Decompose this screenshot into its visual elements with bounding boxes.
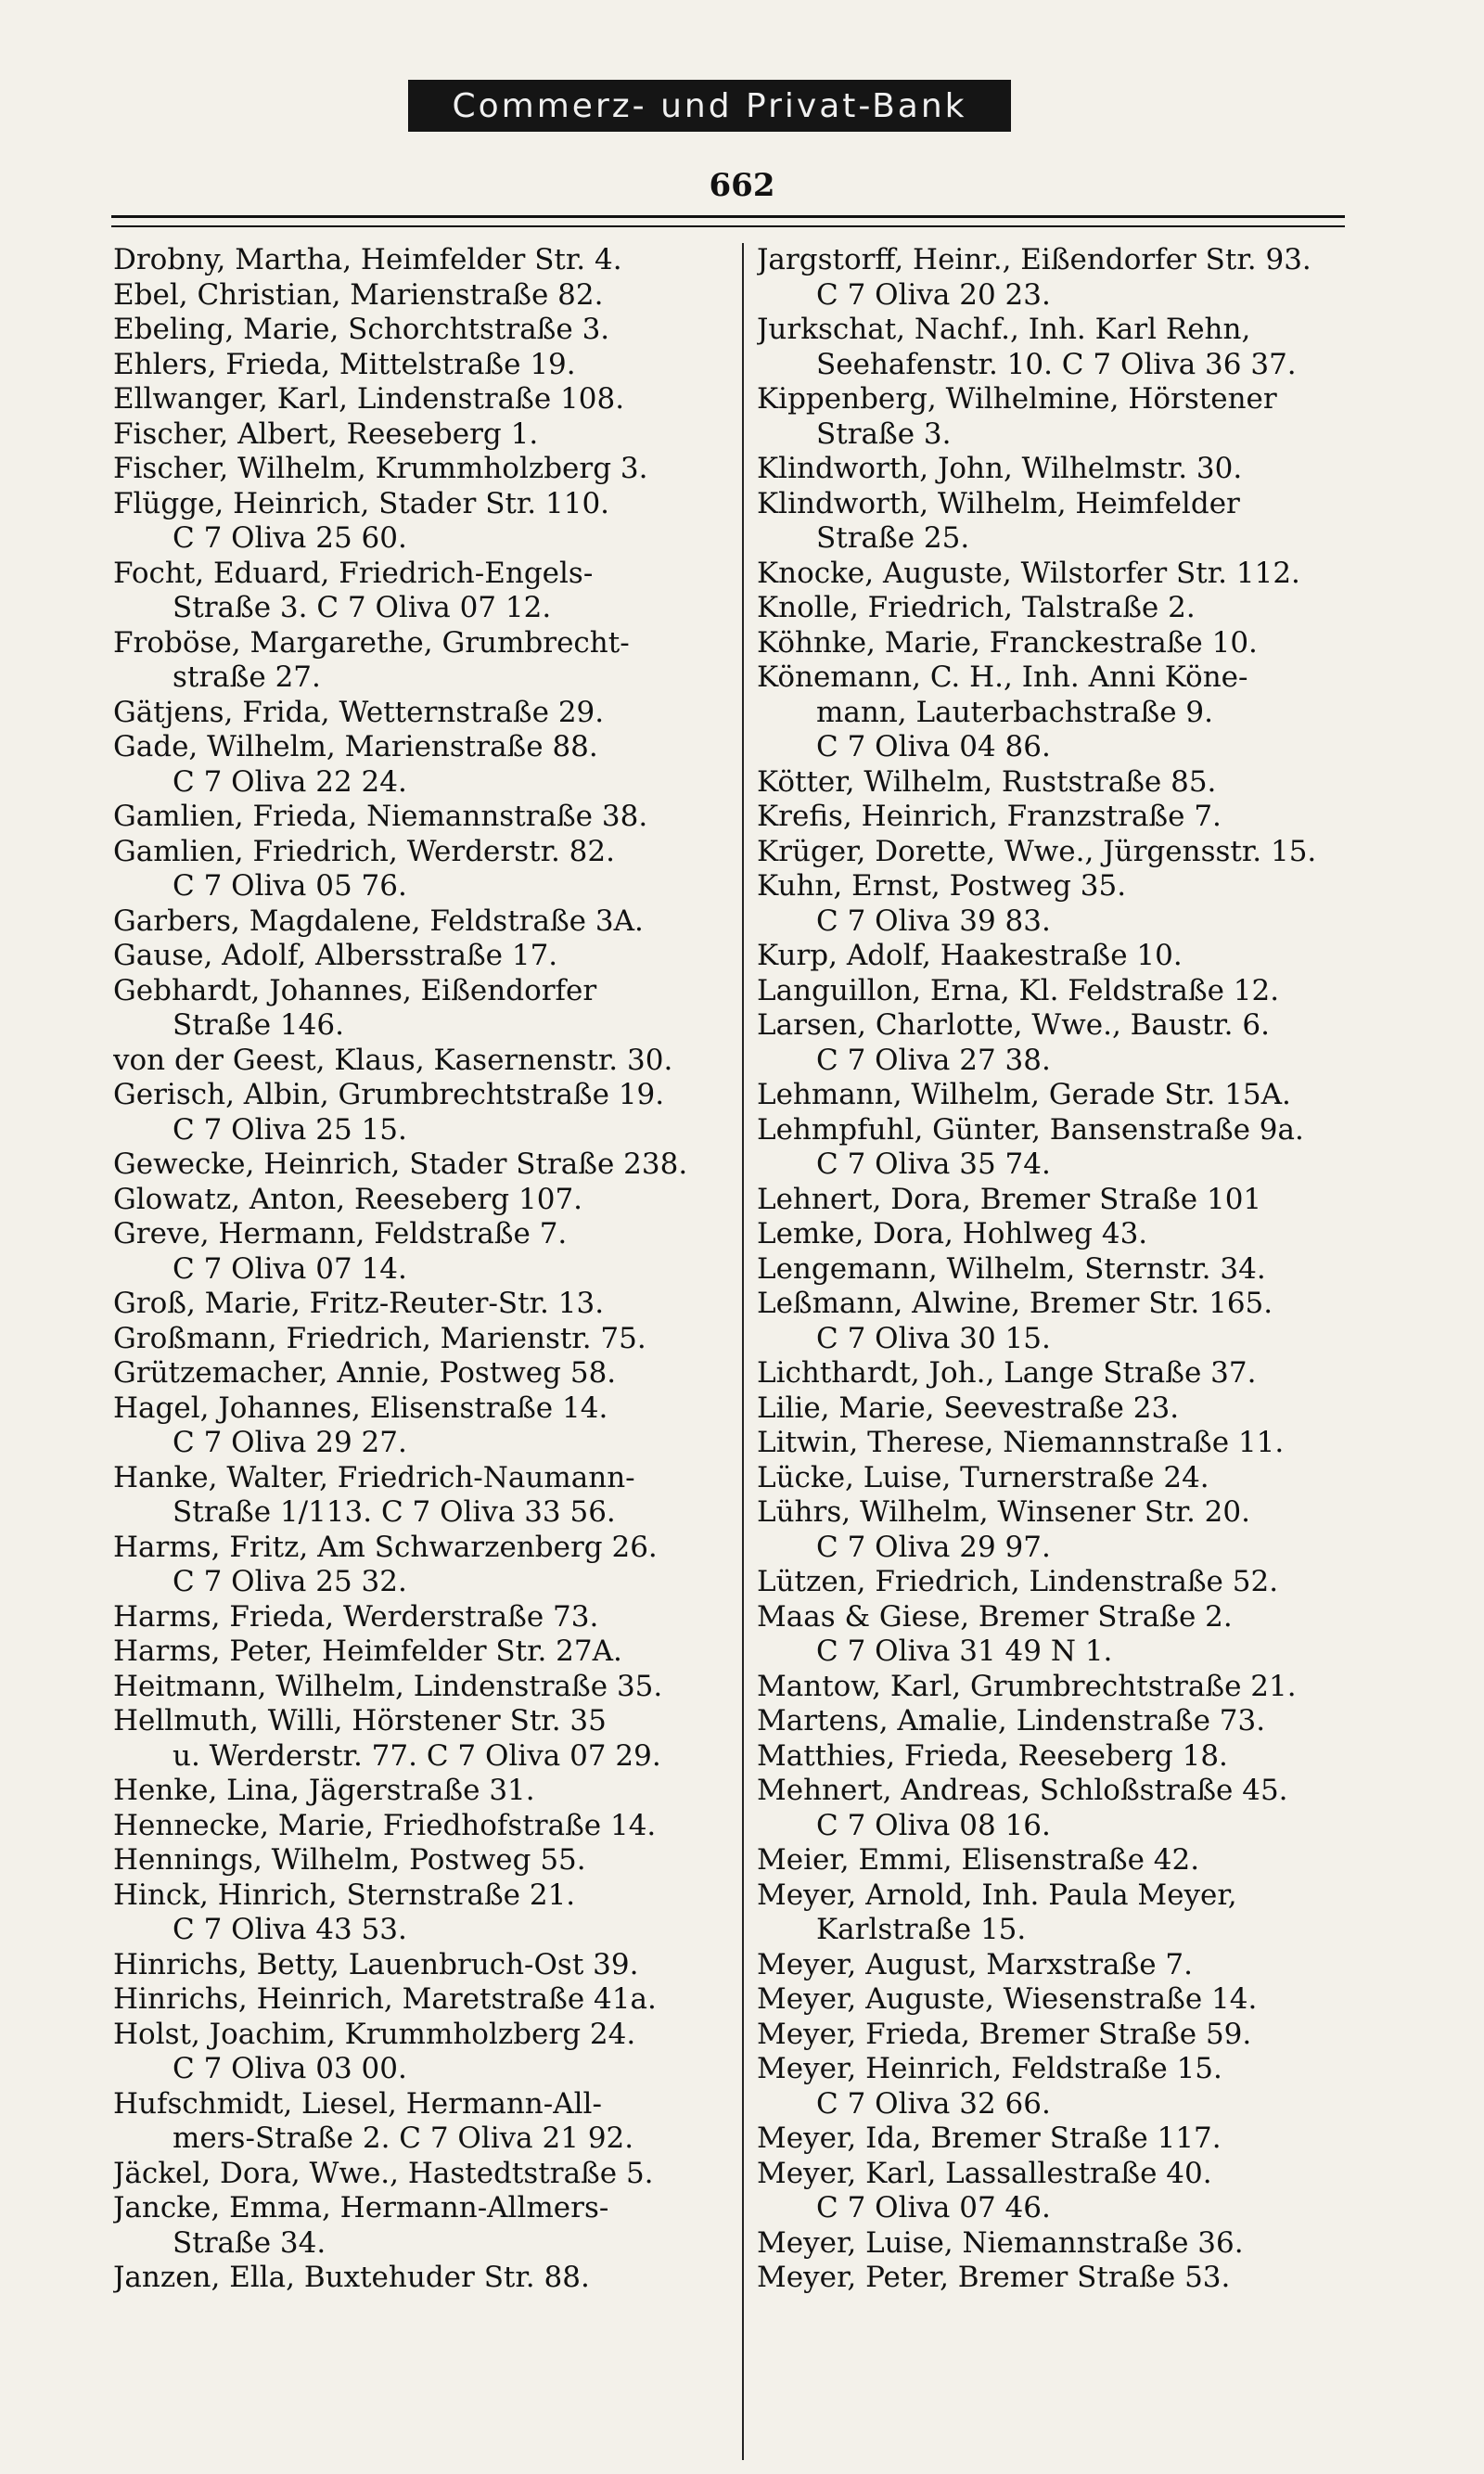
directory-entry: Hanke, Walter, Friedrich-Naumann- — [113, 1460, 635, 1494]
directory-entry: Lilie, Marie, Seevestraße 23. — [757, 1391, 1180, 1425]
directory-entry: Kurp, Adolf, Haakestraße 10. — [757, 939, 1183, 972]
phone-line: C 7 Oliva 35 74. — [816, 1147, 1051, 1181]
page-number: 662 — [709, 167, 775, 204]
directory-entry: Meier, Emmi, Elisenstraße 42. — [757, 1843, 1200, 1877]
directory-entry: Henke, Lina, Jägerstraße 31. — [113, 1774, 535, 1807]
directory-entry: Lengemann, Wilhelm, Sternstr. 34. — [757, 1251, 1266, 1286]
directory-entry: Gamlien, Frieda, Niemannstraße 38. — [113, 800, 648, 833]
directory-entry: Ehlers, Frieda, Mittelstraße 19. — [113, 347, 576, 381]
phone-line: C 7 Oliva 27 38. — [816, 1043, 1051, 1077]
phone-line: C 7 Oliva 04 86. — [816, 730, 1051, 763]
directory-entry: Lichthardt, Joh., Lange Straße 37. — [757, 1356, 1257, 1390]
directory-entry: Matthies, Frieda, Reeseberg 18. — [757, 1738, 1228, 1773]
directory-entry: Krüger, Dorette, Wwe., Jürgensstr. 15. — [757, 834, 1317, 868]
directory-entry: Meyer, Arnold, Inh. Paula Meyer, — [757, 1878, 1237, 1912]
directory-entry: Klindworth, Wilhelm, Heimfelder — [757, 486, 1240, 520]
phone-line: C 7 Oliva 25 32. — [173, 1565, 407, 1598]
directory-entry: Janzen, Ella, Buxtehuder Str. 88. — [113, 2261, 590, 2294]
directory-entry: von der Geest, Klaus, Kasernenstr. 30. — [113, 1043, 673, 1077]
directory-entry: Mehnert, Andreas, Schloßstraße 45. — [757, 1774, 1288, 1807]
header-rule-bottom — [111, 225, 1345, 227]
directory-entry: Jäckel, Dora, Wwe., Hastedtstraße 5. — [113, 2156, 654, 2190]
entry-continuation: Straße 3. C 7 Oliva 07 12. — [173, 591, 552, 624]
directory-entry: Glowatz, Anton, Reeseberg 107. — [113, 1182, 583, 1216]
directory-entry: Köhnke, Marie, Franckestraße 10. — [757, 625, 1258, 660]
entry-continuation: Straße 1/113. C 7 Oliva 33 56. — [173, 1495, 616, 1529]
phone-line: C 7 Oliva 25 15. — [173, 1112, 407, 1147]
entry-continuation: Straße 34. — [173, 2225, 326, 2260]
directory-entry: Meyer, August, Marxstraße 7. — [757, 1947, 1193, 1981]
directory-entry: Meyer, Peter, Bremer Straße 53. — [757, 2261, 1231, 2294]
bank-title-banner — [408, 80, 1011, 132]
entry-continuation: Straße 146. — [173, 1008, 344, 1042]
directory-entry: Meyer, Auguste, Wiesenstraße 14. — [757, 1982, 1258, 2016]
directory-entry: Hagel, Johannes, Elisenstraße 14. — [113, 1391, 608, 1425]
directory-entry: Krefis, Heinrich, Franzstraße 7. — [757, 800, 1222, 833]
directory-entry: Ebel, Christian, Marienstraße 82. — [113, 277, 604, 312]
entry-continuation: Karlstraße 15. — [816, 1913, 1027, 1946]
directory-entry: Gebhardt, Johannes, Eißendorfer — [113, 973, 597, 1007]
directory-entry: Hellmuth, Willi, Hörstener Str. 35 — [113, 1704, 607, 1737]
directory-entry: Lehmpfuhl, Günter, Bansenstraße 9a. — [757, 1112, 1304, 1147]
phone-line: C 7 Oliva 20 23. — [816, 277, 1051, 312]
directory-entry: Knocke, Auguste, Wilstorfer Str. 112. — [757, 556, 1300, 590]
header-rule-top — [111, 215, 1345, 218]
phone-line: C 7 Oliva 22 24. — [173, 764, 407, 799]
directory-entry: Mantow, Karl, Grumbrechtstraße 21. — [757, 1669, 1297, 1703]
directory-entry: Ellwanger, Karl, Lindenstraße 108. — [113, 382, 625, 416]
directory-entry: Harms, Fritz, Am Schwarzenberg 26. — [113, 1530, 658, 1564]
directory-entry: Harms, Frieda, Werderstraße 73. — [113, 1599, 599, 1634]
directory-entry: Meyer, Karl, Lassallestraße 40. — [757, 2156, 1212, 2190]
left-column — [113, 243, 753, 2296]
phone-line: C 7 Oliva 25 60. — [173, 521, 407, 555]
directory-entry: Grützemacher, Annie, Postweg 58. — [113, 1356, 617, 1390]
directory-entry: Leßmann, Alwine, Bremer Str. 165. — [757, 1287, 1273, 1320]
directory-entry: Jargstorff, Heinr., Eißendorfer Str. 93. — [757, 243, 1311, 276]
entry-continuation: Seehafenstr. 10. C 7 Oliva 36 37. — [816, 347, 1297, 381]
directory-entry: Languillon, Erna, Kl. Feldstraße 12. — [757, 973, 1280, 1007]
directory-entry: Meyer, Luise, Niemannstraße 36. — [757, 2225, 1244, 2260]
phone-line: C 7 Oliva 05 76. — [173, 869, 407, 903]
directory-entry: Garbers, Magdalene, Feldstraße 3A. — [113, 904, 644, 938]
directory-entry: Kuhn, Ernst, Postweg 35. — [757, 869, 1127, 903]
directory-entry: Hufschmidt, Liesel, Hermann-All- — [113, 2086, 602, 2121]
directory-entry: Maas & Giese, Bremer Straße 2. — [757, 1599, 1233, 1634]
directory-entry: Fischer, Wilhelm, Krummholzberg 3. — [113, 452, 648, 485]
directory-entry: Greve, Hermann, Feldstraße 7. — [113, 1217, 568, 1250]
phone-line: C 7 Oliva 43 53. — [173, 1913, 407, 1946]
phone-line: C 7 Oliva 31 49 N 1. — [816, 1634, 1113, 1668]
directory-entry: Könemann, C. H., Inh. Anni Köne- — [757, 660, 1248, 694]
entry-continuation: straße 27. — [173, 660, 321, 694]
directory-entry: Hinrichs, Betty, Lauenbruch-Ost 39. — [113, 1947, 639, 1981]
directory-entry: Flügge, Heinrich, Stader Str. 110. — [113, 486, 610, 520]
directory-entry: Knolle, Friedrich, Talstraße 2. — [757, 591, 1196, 624]
phone-line: C 7 Oliva 08 16. — [816, 1808, 1051, 1842]
directory-entry: Kippenberg, Wilhelmine, Hörstener — [757, 382, 1277, 416]
directory-entry: Froböse, Margarethe, Grumbrecht- — [113, 625, 630, 660]
phone-line: C 7 Oliva 03 00. — [173, 2052, 407, 2085]
phone-line: C 7 Oliva 39 83. — [816, 904, 1051, 938]
directory-entry: Klindworth, John, Wilhelmstr. 30. — [757, 452, 1243, 485]
directory-entry: Gätjens, Frida, Wetternstraße 29. — [113, 695, 605, 729]
directory-entry: Lützen, Friedrich, Lindenstraße 52. — [757, 1565, 1279, 1598]
entry-continuation: mers-Straße 2. C 7 Oliva 21 92. — [173, 2121, 634, 2155]
entry-continuation: Straße 3. — [816, 417, 952, 451]
directory-entry: Hinrichs, Heinrich, Maretstraße 41a. — [113, 1982, 657, 2016]
directory-entry: Lührs, Wilhelm, Winsener Str. 20. — [757, 1495, 1250, 1529]
directory-entry: Gamlien, Friedrich, Werderstr. 82. — [113, 834, 615, 868]
directory-entry: Larsen, Charlotte, Wwe., Baustr. 6. — [757, 1008, 1270, 1042]
directory-entry: Ebeling, Marie, Schorchtstraße 3. — [113, 313, 610, 346]
directory-entry: Gewecke, Heinrich, Stader Straße 238. — [113, 1147, 688, 1181]
entry-continuation: mann, Lauterbachstraße 9. — [816, 695, 1213, 729]
directory-entry: Jurkschat, Nachf., Inh. Karl Rehn, — [757, 313, 1251, 346]
directory-entry: Lehmann, Wilhelm, Gerade Str. 15A. — [757, 1078, 1291, 1111]
entry-continuation: Straße 25. — [816, 521, 970, 555]
directory-entry: Martens, Amalie, Lindenstraße 73. — [757, 1704, 1266, 1737]
directory-entry: Lehnert, Dora, Bremer Straße 101 — [757, 1182, 1262, 1216]
directory-entry: Hennecke, Marie, Friedhofstraße 14. — [113, 1808, 657, 1842]
phone-line: C 7 Oliva 29 97. — [816, 1530, 1051, 1564]
bank-title: Commerz- und Privat-Bank — [452, 86, 967, 125]
directory-entry: Gade, Wilhelm, Marienstraße 88. — [113, 730, 598, 763]
directory-entry: Lemke, Dora, Hohlweg 43. — [757, 1217, 1148, 1250]
phone-line: C 7 Oliva 30 15. — [816, 1321, 1051, 1355]
directory-entry: Heitmann, Wilhelm, Lindenstraße 35. — [113, 1669, 663, 1703]
phone-line: C 7 Oliva 29 27. — [173, 1426, 407, 1459]
directory-entry: Gause, Adolf, Albersstraße 17. — [113, 939, 558, 972]
directory-entry: Groß, Marie, Fritz-Reuter-Str. 13. — [113, 1287, 605, 1320]
directory-entry: Meyer, Frieda, Bremer Straße 59. — [757, 2017, 1252, 2051]
directory-entry: Fischer, Albert, Reeseberg 1. — [113, 417, 539, 451]
phone-line: C 7 Oliva 07 14. — [173, 1251, 407, 1286]
right-column — [757, 243, 1397, 2296]
directory-entry: Kötter, Wilhelm, Ruststraße 85. — [757, 764, 1217, 799]
directory-entry: Jancke, Emma, Hermann-Allmers- — [113, 2191, 609, 2224]
entry-continuation: u. Werderstr. 77. C 7 Oliva 07 29. — [173, 1738, 661, 1773]
directory-entry: Meyer, Heinrich, Feldstraße 15. — [757, 2052, 1222, 2085]
directory-entry: Litwin, Therese, Niemannstraße 11. — [757, 1426, 1285, 1459]
directory-entry: Hinck, Hinrich, Sternstraße 21. — [113, 1878, 576, 1912]
directory-entry: Lücke, Luise, Turnerstraße 24. — [757, 1460, 1209, 1494]
directory-entry: Focht, Eduard, Friedrich-Engels- — [113, 556, 594, 590]
directory-entry: Großmann, Friedrich, Marienstr. 75. — [113, 1321, 646, 1355]
phone-line: C 7 Oliva 32 66. — [816, 2086, 1051, 2121]
directory-entry: Drobny, Martha, Heimfelder Str. 4. — [113, 243, 622, 276]
directory-entry: Hennings, Wilhelm, Postweg 55. — [113, 1843, 586, 1877]
directory-entry: Holst, Joachim, Krummholzberg 24. — [113, 2017, 636, 2051]
directory-entry: Gerisch, Albin, Grumbrechtstraße 19. — [113, 1078, 665, 1111]
phone-line: C 7 Oliva 07 46. — [816, 2191, 1051, 2224]
directory-entry: Meyer, Ida, Bremer Straße 117. — [757, 2121, 1222, 2155]
directory-entry: Harms, Peter, Heimfelder Str. 27A. — [113, 1634, 622, 1668]
